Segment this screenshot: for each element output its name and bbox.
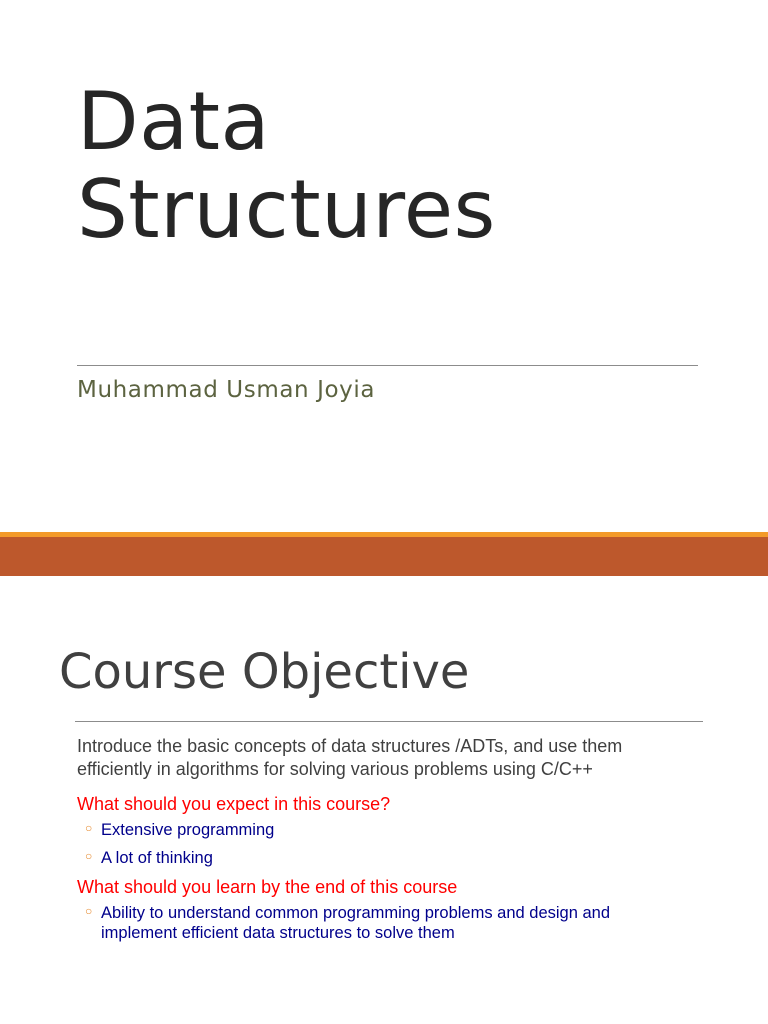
list-item <box>77 903 707 943</box>
title-line-1: Data <box>77 75 271 168</box>
section-heading-learn: What should you learn by the end of this course <box>77 877 458 897</box>
intro-line-2: efficiently in algorithms for solving various problems using C/C++ <box>77 759 593 779</box>
slide-separator-band <box>0 537 768 576</box>
slide-body <box>77 735 707 943</box>
title-divider <box>77 365 698 366</box>
bullet-text: Extensive programming <box>101 821 275 839</box>
bullet-text-line-1: Ability to understand common programming problems and design and <box>101 904 611 922</box>
author-name: Muhammad Usman Joyia <box>77 377 376 403</box>
course-objective-slide <box>0 576 768 1024</box>
title-divider <box>75 721 703 722</box>
list-item <box>77 848 707 868</box>
learn-list <box>77 903 707 943</box>
list-item <box>77 820 707 840</box>
title-line-2: Structures <box>77 163 496 256</box>
slide-title <box>77 75 496 256</box>
bullet-circle-icon: ○ <box>85 849 93 863</box>
bullet-circle-icon: ○ <box>85 904 93 918</box>
intro-line-1: Introduce the basic concepts of data structures /ADTs, and use them <box>77 736 623 756</box>
section-heading-expect: What should you expect in this course? <box>77 794 391 814</box>
intro-paragraph <box>77 735 707 781</box>
bullet-text-line-2: implement efficient data structures to solve them <box>101 924 455 942</box>
bullet-text: A lot of thinking <box>101 849 213 867</box>
bullet-circle-icon: ○ <box>85 821 93 835</box>
slide-title: Course Objective <box>59 644 470 700</box>
expect-list <box>77 820 707 868</box>
